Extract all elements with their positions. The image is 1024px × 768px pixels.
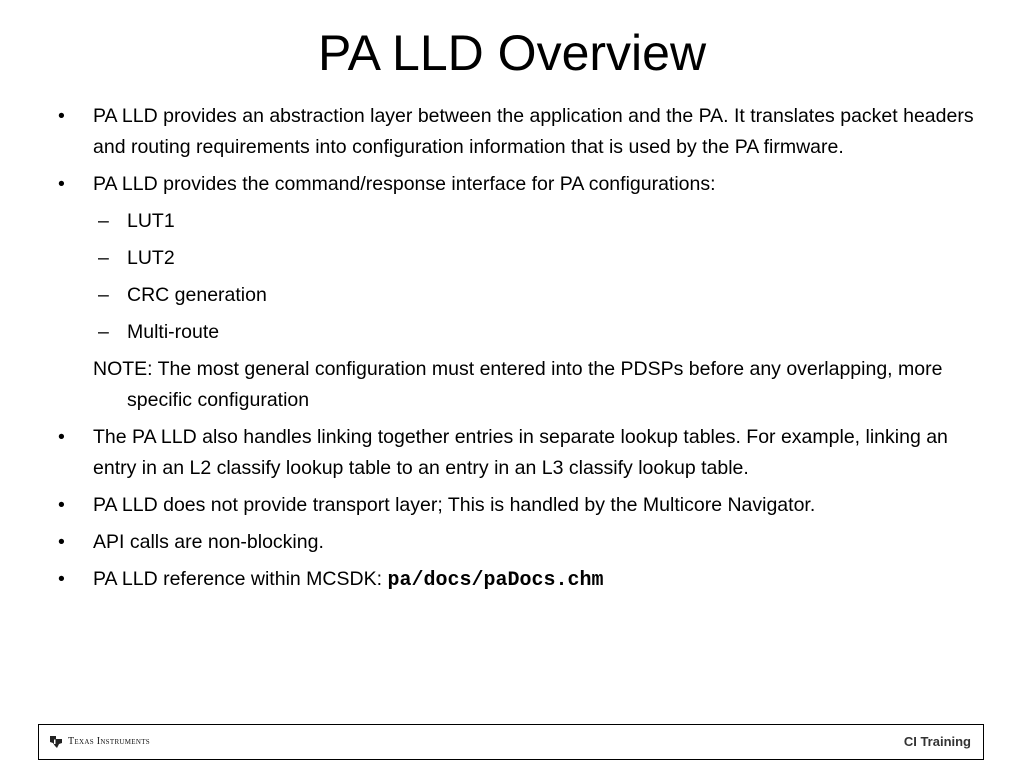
bullet-marker: •	[58, 568, 65, 590]
bullet-text: PA LLD provides the command/response interface for PA configurations:	[93, 173, 716, 195]
note-text: NOTE: The most general configuration must entered into the PDSPs before any overlapping, more specific configuration	[93, 358, 943, 411]
slide-footer	[38, 724, 984, 760]
bullet-item	[58, 490, 978, 521]
sub-text: LUT2	[127, 247, 175, 269]
sub-marker: –	[98, 284, 109, 306]
bullet-marker: •	[58, 494, 65, 516]
sub-text: LUT1	[127, 210, 175, 232]
bullet-item	[58, 169, 978, 200]
bullet-marker: •	[58, 531, 65, 553]
bullet-item	[58, 527, 978, 558]
bullet-item	[58, 564, 978, 596]
bullet-text: PA LLD does not provide transport layer; This is handled by the Multicore Navigator.	[93, 494, 816, 516]
sub-item	[58, 206, 978, 237]
reference-path: pa/docs/paDocs.chm	[387, 569, 604, 592]
sub-item	[58, 280, 978, 311]
company-name: Texas Instruments	[68, 736, 150, 747]
bullet-item	[58, 422, 978, 484]
sub-marker: –	[98, 321, 109, 343]
bullet-text: PA LLD provides an abstraction layer between the application and the PA. It translates packet headers and routing requirements into configuration information that is used by the PA firmware.	[93, 105, 974, 158]
sub-item	[58, 317, 978, 348]
bullet-item	[58, 101, 978, 163]
sub-marker: –	[98, 210, 109, 232]
bullet-text: PA LLD reference within MCSDK:	[93, 568, 388, 590]
sub-item	[58, 243, 978, 274]
sub-text: CRC generation	[127, 284, 267, 306]
slide-title: PA LLD Overview	[317, 25, 707, 81]
bullet-text: The PA LLD also handles linking together entries in separate lookup tables. For example, linking an entry in an L2 classify lookup table to an entry in an L3 classify lookup table.	[93, 426, 948, 479]
sub-marker: –	[98, 247, 109, 269]
bullet-text: API calls are non-blocking.	[93, 531, 324, 553]
footer-label: CI Training	[903, 734, 971, 749]
slide-content	[58, 101, 978, 602]
bullet-marker: •	[58, 105, 65, 127]
sub-text: Multi-route	[127, 321, 220, 343]
bullet-marker: •	[58, 173, 65, 195]
bullet-marker: •	[58, 426, 65, 448]
texas-state-icon	[49, 735, 63, 749]
